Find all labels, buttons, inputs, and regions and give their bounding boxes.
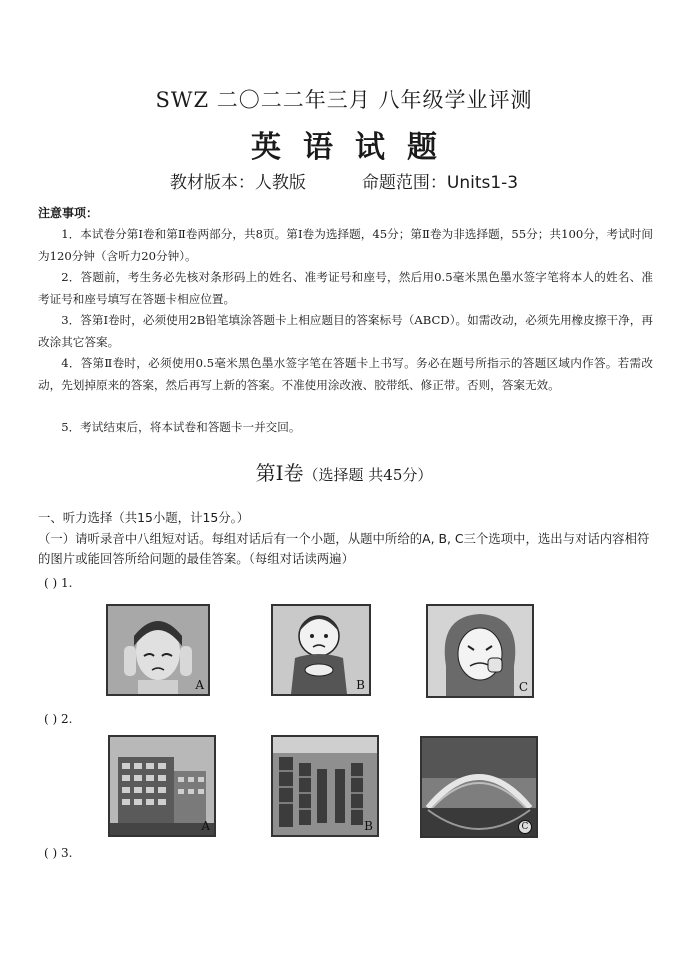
question-2-option-b-image [271,735,379,837]
note-item-1: 1．本试卷分第Ⅰ卷和第Ⅱ卷两部分，共8页。第Ⅰ卷为选择题，45分；第Ⅱ卷为非选择题，55分；共100分，考试时间为120分钟（含听力20分钟）。 [38,227,653,263]
exam-header: SWZ 二〇二二年三月 八年级学业评测 [155,88,533,112]
note-item-5: 5．考试结束后，将本试卷和答题卡一并交回。 [61,420,301,434]
question-1-option-b-image [271,604,371,696]
toothache-woman-icon [428,606,532,696]
question-1-option-a-image [106,604,210,696]
stomachache-girl-icon [273,606,369,694]
note-item-2: 2．答题前，考生务必先核对条形码上的姓名、准考证号和座号，然后用0.5毫米黑色墨水签字笔将本人的姓名、准考证号和座号填写在答题卡相应位置。 [38,270,653,306]
question-1-number: ( ) 1. [44,576,73,590]
edition-label: 教材版本：人教版 [169,173,306,193]
section-title [0,457,688,486]
note-item-3: 3．答第Ⅰ卷时，必须使用2B铅笔填涂答题卡上相应题目的答案标号（ABCD）。如需改动，必须先用橡皮擦干净，再改涂其它答案。 [38,313,653,349]
note-item-4: 4．答第Ⅱ卷时，必须使用0.5毫米黑色墨水签字笔在答题卡上书写。务必在题号所指示的答题区域内作答。若需改动，先划掉原来的答案，然后再写上新的答案。不准使用涂改液、胶带纸、修正带。否则，答案无效。 [38,356,653,392]
question-3-number: ( ) 3. [44,846,73,860]
library-icon [273,737,377,835]
subject-title: 英语试题 [251,130,459,165]
option-label: B [364,819,373,833]
part-heading: 一、听力选择（共15小题，计15分。） [38,510,250,525]
option-label: B [356,678,365,692]
question-1-option-c-image [426,604,534,698]
exam-meta [0,168,688,193]
headache-woman-icon [108,606,208,694]
option-label: A [195,678,204,692]
scope-label: 命题范围：Units1-3 [361,173,519,193]
option-label: A [201,819,210,833]
question-2-option-c-image [420,736,538,838]
option-label: C [518,820,532,834]
section-name: 第I卷 [255,461,304,485]
option-label: C [518,680,528,694]
question-2-option-a-image [108,735,216,837]
building-icon [110,737,214,835]
part-instruction: （一）请听录音中八组短对话。每组对话后有一个小题，从题中所给的A, B, C三个选项中，选出与对话内容相符的图片或能回答所给问题的最佳答案。（每组对话读两遍） [38,531,650,566]
question-2-number: ( ) 2. [44,712,73,726]
notes-title: 注意事项： [38,206,99,220]
section-subtitle: （选择题 共45分） [303,466,433,484]
